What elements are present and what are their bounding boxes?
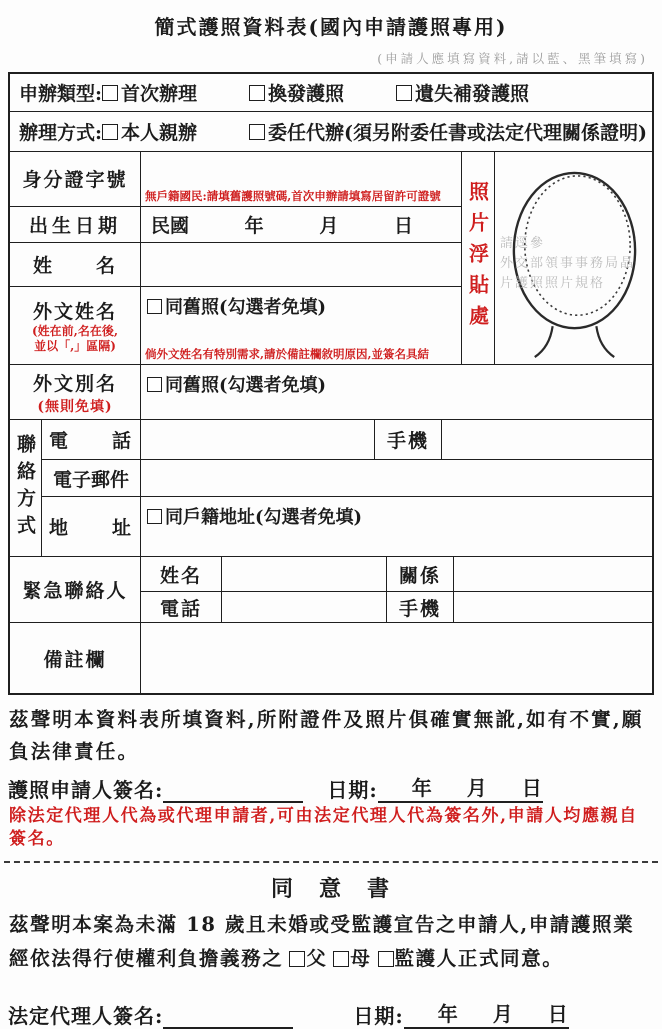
address-field[interactable]	[141, 497, 652, 556]
foreign-name-field[interactable]	[141, 287, 461, 364]
foreign-name-label: 外文姓名 (姓在前,名在後, 並以「,」區隔)	[10, 287, 141, 364]
mother-label: 母	[350, 947, 372, 971]
day-label: 日	[521, 776, 543, 801]
father-checkbox[interactable]	[289, 951, 305, 967]
father-label: 父	[306, 947, 328, 971]
year-label: 年	[437, 1002, 459, 1027]
id-number-red-note: 無戶籍國民:請填舊護照號碼,首次申辦請填寫居留許可證號	[145, 188, 441, 203]
upper-section	[10, 152, 652, 365]
photo-spec-watermark: 請逕參 外交部領事事務局晶 片護照照片規格	[500, 236, 636, 292]
emergency-rows	[141, 557, 652, 622]
year-label: 年	[244, 214, 264, 237]
option-lost-reissue: 遺失補發護照	[396, 79, 529, 106]
date-label: 日期:	[327, 778, 378, 803]
legal-representative-signature-field[interactable]	[163, 1003, 293, 1029]
guardian-checkbox[interactable]	[378, 951, 394, 967]
address-label: 地 址	[42, 497, 141, 556]
contact-section	[10, 420, 652, 557]
alias-same-as-old-label: 同舊照(勾選者免填)	[165, 375, 327, 396]
first-application-checkbox[interactable]	[102, 85, 118, 101]
lost-reissue-checkbox[interactable]	[396, 85, 412, 101]
apply-method-label: 辦理方式:	[19, 122, 103, 144]
consent-title: 同 意 書	[270, 876, 391, 903]
emergency-name-field[interactable]	[222, 557, 387, 591]
by-agent-checkbox[interactable]	[249, 124, 265, 140]
photo-paste-label: 照片浮貼處	[465, 180, 490, 336]
era-label: 民國	[151, 214, 190, 237]
contact-rows	[42, 420, 652, 556]
foreign-alias-sub-note: (無則免填)	[37, 398, 113, 415]
foreign-alias-row	[10, 365, 652, 420]
mobile-label: 手機	[375, 420, 442, 459]
emergency-phone-label: 電話	[141, 592, 222, 622]
id-number-label: 身分證字號	[10, 152, 141, 206]
apply-method-row	[10, 112, 652, 152]
birth-date-field[interactable]	[141, 207, 461, 242]
signature-red-note: 除法定代理人代為或代理申請者,可由法定代理人代為簽名外,申請人均應親自簽名。	[9, 806, 638, 849]
emergency-mobile-label: 手機	[387, 592, 454, 622]
remarks-row	[10, 623, 652, 693]
phone-label: 電 話	[42, 420, 141, 459]
emergency-mobile-field[interactable]	[454, 592, 652, 622]
birth-date-row	[10, 207, 461, 243]
date-label: 日期:	[353, 1004, 404, 1029]
in-person-checkbox[interactable]	[102, 124, 118, 140]
option-first-application: 首次辦理	[102, 79, 197, 106]
legal-representative-date-field[interactable]	[404, 1003, 569, 1029]
emergency-relation-field[interactable]	[454, 557, 652, 591]
month-label: 月	[466, 776, 488, 801]
contact-section-label: 聯絡方式	[10, 420, 42, 556]
email-field[interactable]	[141, 460, 652, 497]
day-label: 日	[547, 1002, 569, 1027]
same-as-registered-address-label: 同戶籍地址(勾選者免填)	[165, 507, 363, 529]
year-label: 年	[411, 776, 433, 801]
phone-row	[42, 420, 652, 460]
remarks-label: 備註欄	[10, 623, 141, 693]
applicant-signature-field[interactable]	[163, 777, 303, 803]
emergency-phone-row	[141, 592, 652, 622]
apply-type-label: 申辦類型:	[19, 83, 103, 105]
consent-text: 茲聲明本案為未滿 18 歲且未婚或受監護宣告之申請人,申請護照業經依法得行使權利負擔義務之 父 母 監護人正式同意。	[9, 913, 635, 971]
option-in-person: 本人親辦	[102, 118, 197, 145]
emergency-relation-label: 關係	[387, 557, 454, 591]
email-label: 電子郵件	[42, 460, 141, 497]
foreign-alias-label: 外文別名 (無則免填)	[10, 365, 141, 419]
foreign-name-sub-note-2: 並以「,」區隔)	[34, 339, 116, 354]
remarks-field[interactable]	[141, 623, 652, 693]
phone-field[interactable]	[141, 420, 375, 459]
email-row	[42, 460, 652, 498]
legal-representative-signature-label: 法定代理人簽名:	[8, 1004, 164, 1029]
emergency-contact-label: 緊急聯絡人	[10, 557, 141, 622]
guardian-label: 監護人	[394, 947, 458, 971]
photo-paste-area[interactable]	[495, 152, 652, 364]
name-row	[10, 243, 461, 288]
emergency-contact-section	[10, 557, 652, 623]
emergency-phone-field[interactable]	[222, 592, 387, 622]
same-as-registered-address-checkbox[interactable]	[147, 509, 162, 524]
birth-date-label: 出生日期	[10, 207, 141, 242]
applicant-signature-row	[8, 774, 654, 803]
address-row	[42, 497, 652, 556]
apply-type-row	[10, 74, 652, 112]
applicant-signature-label: 護照申請人簽名:	[8, 778, 164, 803]
foreign-name-same-as-old-label: 同舊照(勾選者免填)	[165, 297, 327, 319]
option-by-agent: 委任代辦(須另附委任書或法定代理關係證明)	[249, 118, 647, 145]
mother-checkbox[interactable]	[333, 951, 349, 967]
option-renewal: 換發護照	[249, 79, 344, 106]
foreign-alias-field[interactable]	[141, 365, 652, 419]
foreign-name-sub-note-1: (姓在前,名在後,	[31, 323, 119, 338]
fill-instruction-note: (申請人應填寫資料,請以藍、黑筆填寫)	[377, 51, 648, 66]
applicant-date-field[interactable]	[378, 777, 543, 803]
day-label: 日	[393, 214, 413, 237]
id-number-row	[10, 152, 461, 207]
foreign-name-red-note: 倘外文姓名有特別需求,請於備註欄敘明原因,並簽名具結	[145, 347, 430, 362]
emergency-name-label: 姓名	[141, 557, 222, 591]
month-label: 月	[492, 1002, 514, 1027]
foreign-name-row	[10, 287, 461, 364]
renewal-checkbox[interactable]	[249, 85, 265, 101]
legal-representative-signature-row	[8, 1000, 654, 1029]
name-label: 姓 名	[10, 243, 141, 287]
mobile-field[interactable]	[442, 420, 652, 459]
declaration-text: 茲聲明本資料表所填資料,所附證件及照片俱確實無訛,如有不實,願負法律責任。	[9, 708, 644, 764]
upper-left-grid	[10, 152, 462, 364]
foreign-name-same-as-old-checkbox[interactable]	[147, 299, 162, 314]
id-number-field[interactable]	[141, 152, 461, 206]
page-title: 簡式護照資料表(國內申請護照專用)	[154, 15, 508, 39]
emergency-name-row	[141, 557, 652, 592]
name-field[interactable]	[141, 243, 461, 287]
month-label: 月	[319, 214, 339, 237]
alias-same-as-old-checkbox[interactable]	[147, 377, 162, 392]
form-table	[8, 72, 654, 695]
cut-line-divider	[4, 861, 658, 863]
photo-paste-strip	[462, 152, 495, 364]
